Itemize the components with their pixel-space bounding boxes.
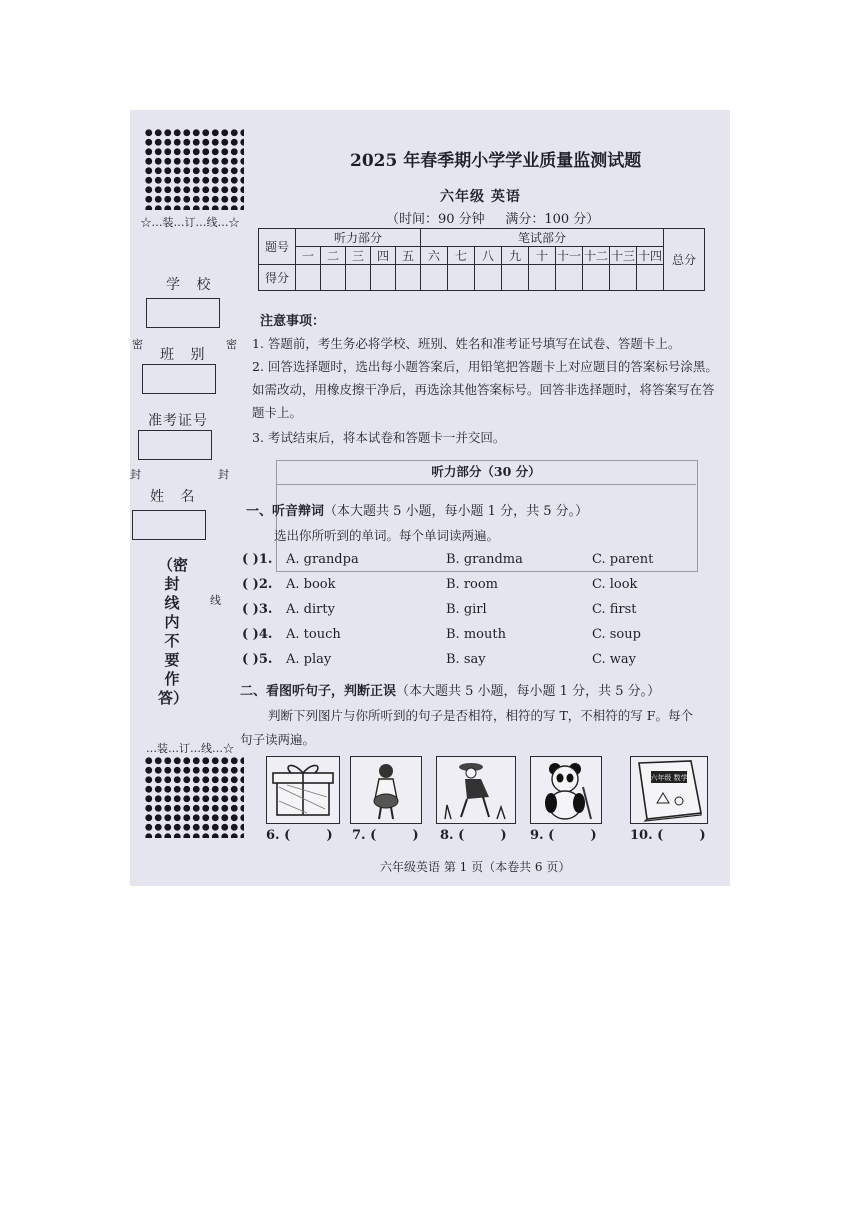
score-cell[interactable] <box>502 265 529 291</box>
option-a: A. touch <box>286 627 341 642</box>
exam-id-label: 准考证号 <box>148 413 208 429</box>
school-label: 学 校 <box>166 277 217 293</box>
exam-id-field[interactable] <box>138 430 212 460</box>
name-field[interactable] <box>132 510 206 540</box>
seal-mark-right: 密 <box>226 338 237 351</box>
col-header: 四 <box>371 247 396 265</box>
question-number-row <box>259 247 705 265</box>
answer-blank-7[interactable]: 7. ( ) <box>352 828 419 843</box>
picture-panda <box>530 756 602 824</box>
answer-blank-6[interactable]: 6. ( ) <box>266 828 333 843</box>
page-footer: 六年级英语 第 1 页（本卷共 6 页） <box>380 860 571 874</box>
grade-subject: 六年级 英语 <box>440 189 521 205</box>
score-cell[interactable] <box>296 265 321 291</box>
name-label: 姓 名 <box>150 489 201 505</box>
gift-box-icon <box>267 757 339 823</box>
listening-header: 听力部分（30 分） <box>276 460 696 485</box>
note-item-2: 2. 回答选择题时，选出每小题答案后，用铅笔把答题卡上对应题目的答案标号涂黑。如需改动，用橡皮擦干净后，再选涂其他答案标号。回答非选择题时，将答案写在答题卡上。 <box>252 359 718 420</box>
question-row <box>242 652 712 674</box>
writing-header-cell: 笔试部分 <box>421 229 664 247</box>
score-cell[interactable] <box>421 265 448 291</box>
math-book-icon <box>631 757 707 823</box>
option-a: A. book <box>286 577 336 592</box>
note-item-3: 3. 考试结束后，将本试卷和答题卡一并交回。 <box>252 430 506 445</box>
question-number[interactable]: ( )4. <box>242 627 273 642</box>
col-header: 七 <box>448 247 475 265</box>
col-header: 三 <box>346 247 371 265</box>
seal-mark-xian: 线 <box>210 594 221 607</box>
picture-farmer-planting <box>436 756 516 824</box>
section2-heading <box>240 680 660 699</box>
option-c: C. first <box>592 602 637 617</box>
option-c: C. way <box>592 652 636 667</box>
question-number[interactable]: ( )5. <box>242 652 273 667</box>
picture-math-book <box>630 756 708 824</box>
binding-line-top: ☆…装…订…线…☆ <box>140 216 240 229</box>
exam-title: 2025 年春季期小学学业质量监测试题 <box>350 151 642 171</box>
option-c: C. parent <box>592 552 654 567</box>
score-cell[interactable] <box>475 265 502 291</box>
notes-title: 注意事项： <box>260 314 326 329</box>
score-cell[interactable] <box>371 265 396 291</box>
score-cell[interactable] <box>610 265 637 291</box>
girl-with-basket-icon <box>351 757 421 823</box>
option-a: A. play <box>286 652 332 667</box>
listening-header-cell: 听力部分 <box>296 229 421 247</box>
exam-sheet <box>130 110 730 886</box>
option-c: C. soup <box>592 627 641 642</box>
picture-girl-basket <box>350 756 422 824</box>
book-title-text: 六年级 数学 <box>650 774 688 782</box>
section2-instruction-line1: 判断下列图片与你所听到的句子是否相符，相符的写 T，不相符的写 F。每个 <box>268 708 693 723</box>
binding-line-bottom: …装…订…线…☆ <box>146 742 234 755</box>
section1-instruction: 选出你所听到的单词。每个单词读两遍。 <box>274 528 500 543</box>
score-table <box>258 228 705 291</box>
binding-dot-pattern-bottom <box>144 756 244 838</box>
seal-mark-left: 密 <box>132 338 143 351</box>
picture-gift-box <box>266 756 340 824</box>
class-label: 班 别 <box>160 347 211 363</box>
col-header: 九 <box>502 247 529 265</box>
score-row-header: 得分 <box>259 265 296 291</box>
question-number[interactable]: ( )1. <box>242 552 273 567</box>
col-header: 十三 <box>610 247 637 265</box>
panda-icon <box>531 757 601 823</box>
col-header: 十四 <box>637 247 664 265</box>
score-cell[interactable] <box>448 265 475 291</box>
class-field[interactable] <box>142 364 216 394</box>
option-b: B. girl <box>446 602 487 617</box>
binding-dot-pattern-top <box>144 128 244 210</box>
section2-instruction-line2: 句子读两遍。 <box>240 732 316 747</box>
col-header: 十二 <box>583 247 610 265</box>
score-cell[interactable] <box>637 265 664 291</box>
score-cell[interactable] <box>529 265 556 291</box>
col-header: 十 <box>529 247 556 265</box>
answer-blank-10[interactable]: 10. ( ) <box>630 828 706 843</box>
question-row <box>242 627 712 649</box>
col-header: 六 <box>421 247 448 265</box>
question-row <box>242 602 712 624</box>
col-header: 十一 <box>556 247 583 265</box>
option-a: A. grandpa <box>286 552 359 567</box>
time-and-score: （时间：90 分钟 满分：100 分） <box>386 212 600 227</box>
question-row <box>242 577 712 599</box>
section1-meta: （本大题共 5 小题，每小题 1 分，共 5 分。） <box>324 504 589 519</box>
answer-blank-9[interactable]: 9. ( ) <box>530 828 597 843</box>
score-cell[interactable] <box>396 265 421 291</box>
seal-warning-note: （密封线内不要作答） <box>158 556 189 707</box>
col-header: 五 <box>396 247 421 265</box>
question-row <box>242 552 712 574</box>
score-cell[interactable] <box>583 265 610 291</box>
section1-heading <box>246 500 588 519</box>
answer-blank-8[interactable]: 8. ( ) <box>440 828 507 843</box>
option-b: B. mouth <box>446 627 506 642</box>
option-b: B. grandma <box>446 552 523 567</box>
section2-meta: （本大题共 5 小题，每小题 1 分，共 5 分。） <box>396 684 661 699</box>
option-a: A. dirty <box>286 602 335 617</box>
section1-title: 一、听音辩词 <box>246 504 325 519</box>
school-field[interactable] <box>146 298 220 328</box>
score-cell[interactable] <box>556 265 583 291</box>
farmer-planting-icon <box>437 757 515 823</box>
note-item-1: 1. 答题前，考生务必将学校、班别、姓名和准考证号填写在试卷、答题卡上。 <box>252 336 681 351</box>
score-cell[interactable] <box>321 265 346 291</box>
option-b: B. room <box>446 577 499 592</box>
question-number[interactable]: ( )2. <box>242 577 273 592</box>
question-number[interactable]: ( )3. <box>242 602 273 617</box>
score-cell[interactable] <box>346 265 371 291</box>
col-header: 八 <box>475 247 502 265</box>
total-header-cell: 总分 <box>664 229 705 291</box>
row-header-cell: 题号 <box>259 229 296 265</box>
section2-title: 二、看图听句子，判断正误 <box>240 684 397 699</box>
seal-mark-feng-right: 封 <box>218 468 229 481</box>
option-c: C. look <box>592 577 638 592</box>
seal-mark-feng-left: 封 <box>130 468 141 481</box>
option-b: B. say <box>446 652 486 667</box>
col-header: 一 <box>296 247 321 265</box>
col-header: 二 <box>321 247 346 265</box>
